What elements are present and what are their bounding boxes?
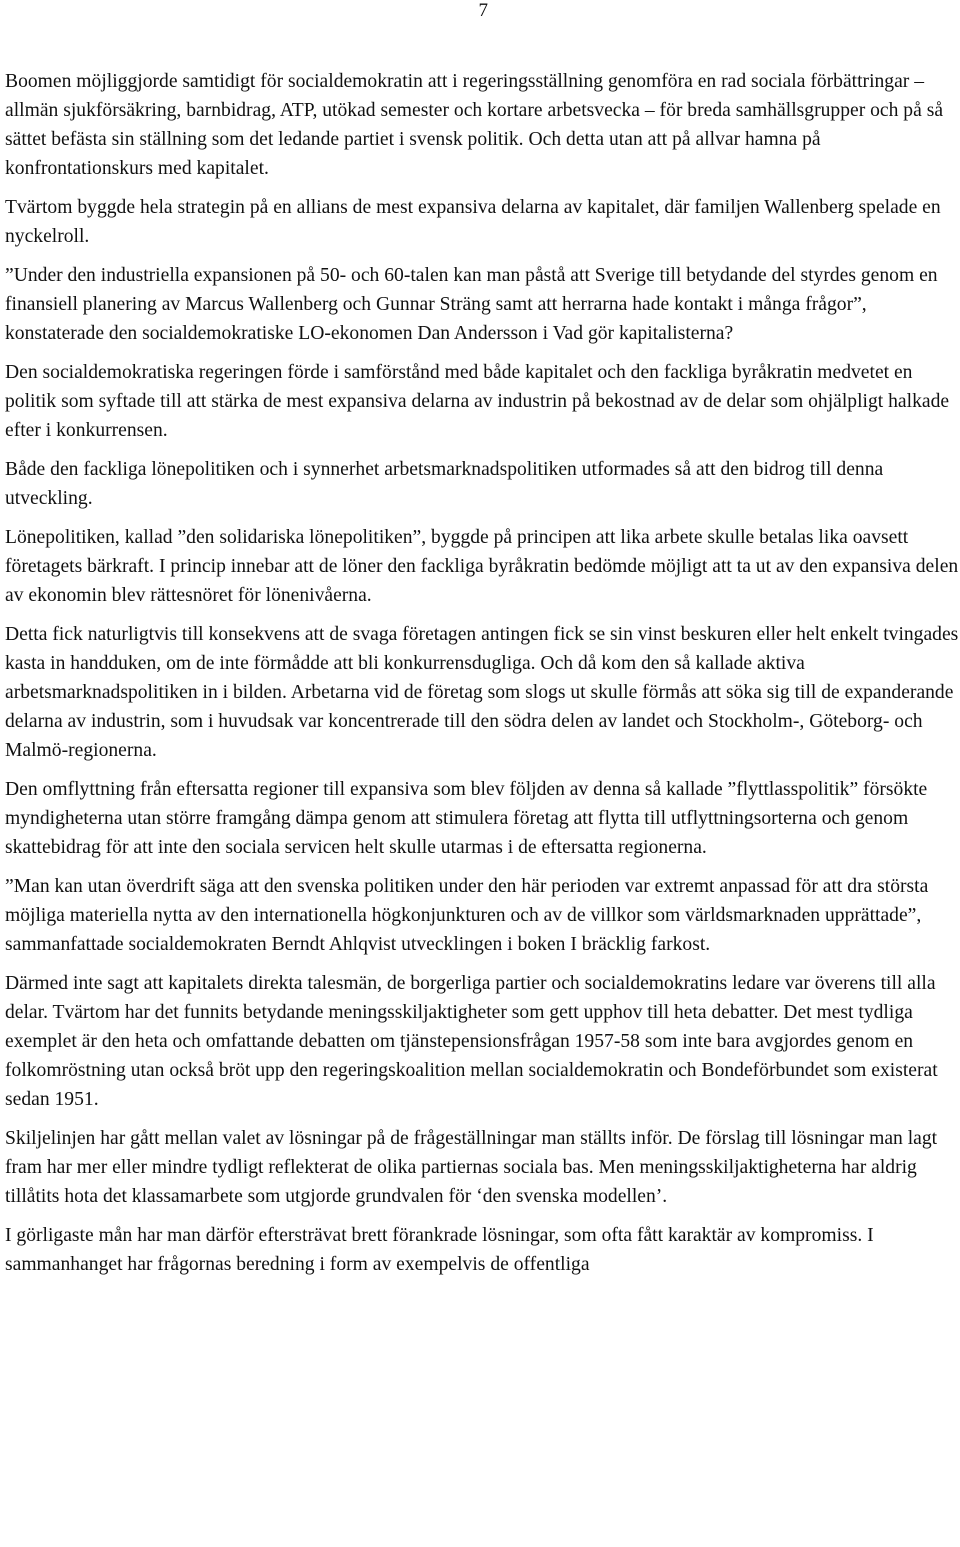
paragraph: Därmed inte sagt att kapitalets direkta talesmän, de borgerliga partier och socialdemokratins ledare var överens till alla delar. Tvärtom har det funnits betydande meningsskiljaktigheter som gett upphov till heta debatter. Det mest tydliga exemplet är den heta och omfattande debatten om tjänstepensionsfrågan 1957-58 som inte bara avgjordes genom en folkomröstning utan också bröt upp den regeringskoalition mellan socialdemokratin och Bondeförbundet som existerat sedan 1951.	[5, 973, 938, 1110]
paragraph: Den omflyttning från eftersatta regioner till expansiva som blev följden av denna så kallade ”flyttlasspolitik” försökte myndigheterna utan större framgång dämpa genom att stimulera företag att flytta till utflyttningsorterna och genom skattebidrag för att inte den sociala servicen helt skulle utarmas i de eftersatta regionerna.	[5, 779, 928, 858]
paragraph: ”Man kan utan överdrift säga att den svenska politiken under den här perioden var extremt anpassad för att dra största möjliga materiella nytta av den internationella högkonjunkturen och av de villkor som världsmarknaden upprättade”, sammanfattade socialdemokraten Berndt Ahlqvist utvecklingen i boken I bräcklig farkost.	[5, 876, 929, 955]
paragraph: Tvärtom byggde hela strategin på en allians de mest expansiva delarna av kapitalet, där familjen Wallenberg spelade en nyckelroll.	[5, 197, 941, 247]
paragraph: Både den fackliga lönepolitiken och i synnerhet arbetsmarknadspolitiken utformades så att den bidrog till denna utveckling.	[5, 459, 884, 509]
paragraph: ”Under den industriella expansionen på 50- och 60-talen kan man påstå att Sverige till betydande del styrdes genom en finansiell planering av Marcus Wallenberg och Gunnar Sträng samt att herrarna hade kontakt i många frågor”, konstaterade den socialdemokratiske LO-ekonomen Dan Andersson i Vad gör kapitalisterna?	[5, 265, 938, 344]
paragraph: Boomen möjliggjorde samtidigt för socialdemokratin att i regeringsställning genomföra en rad sociala förbättringar – allmän sjukförsäkring, barnbidrag, ATP, utökad semester och kortare arbetsvecka – för breda samhällsgrupper och på så sättet befästa sin ställning som det ledande partiet i svensk politik. Och detta utan att på allvar hamna på konfrontationskurs med kapitalet.	[5, 71, 944, 179]
paragraph: Den socialdemokratiska regeringen förde i samförstånd med både kapitalet och den fackliga byråkratin medvetet en politik som syftade till att stärka de mest expansiva delarna av industrin på bekostnad av de delar som ohjälpligt halkade efter i konkurrensen.	[5, 362, 950, 441]
paragraph: Skiljelinjen har gått mellan valet av lösningar på de frågeställningar man ställts inför. De förslag till lösningar man lagt fram har mer eller mindre tydligt reflekterat de olika partiernas sociala bas. Men meningsskiljaktigheterna har aldrig tillåtits hota det klassamarbete som utgjorde grundvalen för ‘den svenska modellen’.	[5, 1128, 938, 1207]
page-number: 7	[478, 0, 488, 21]
body-text	[5, 67, 960, 1289]
paragraph: Detta fick naturligtvis till konsekvens att de svaga företagen antingen fick se sin vinst beskuren eller helt enkelt tvingades kasta in handduken, om de inte förmådde att bli konkurrensdugliga. Och då kom den så kallade aktiva arbetsmarknadspolitiken in i bilden. Arbetarna vid de företag som slogs ut skulle förmås att söka sig till de expanderande delarna av industrin, som i huvudsak var koncentrerade till den södra delen av landet och Stockholm-, Göteborg- och Malmö-regionerna.	[5, 624, 959, 761]
paragraph: I görligaste mån har man därför eftersträvat brett förankrade lösningar, som ofta fått karaktär av kompromiss. I sammanhanget har frågornas beredning i form av exempelvis de offentliga	[5, 1225, 874, 1275]
paragraph: Lönepolitiken, kallad ”den solidariska lönepolitiken”, byggde på principen att lika arbete skulle betalas lika oavsett företagets bärkraft. I princip innebar att de löner den fackliga byråkratin bedömde möjligt att ta ut av den expansiva delen av ekonomin blev rättesnöret för lönenivåerna.	[5, 527, 959, 606]
